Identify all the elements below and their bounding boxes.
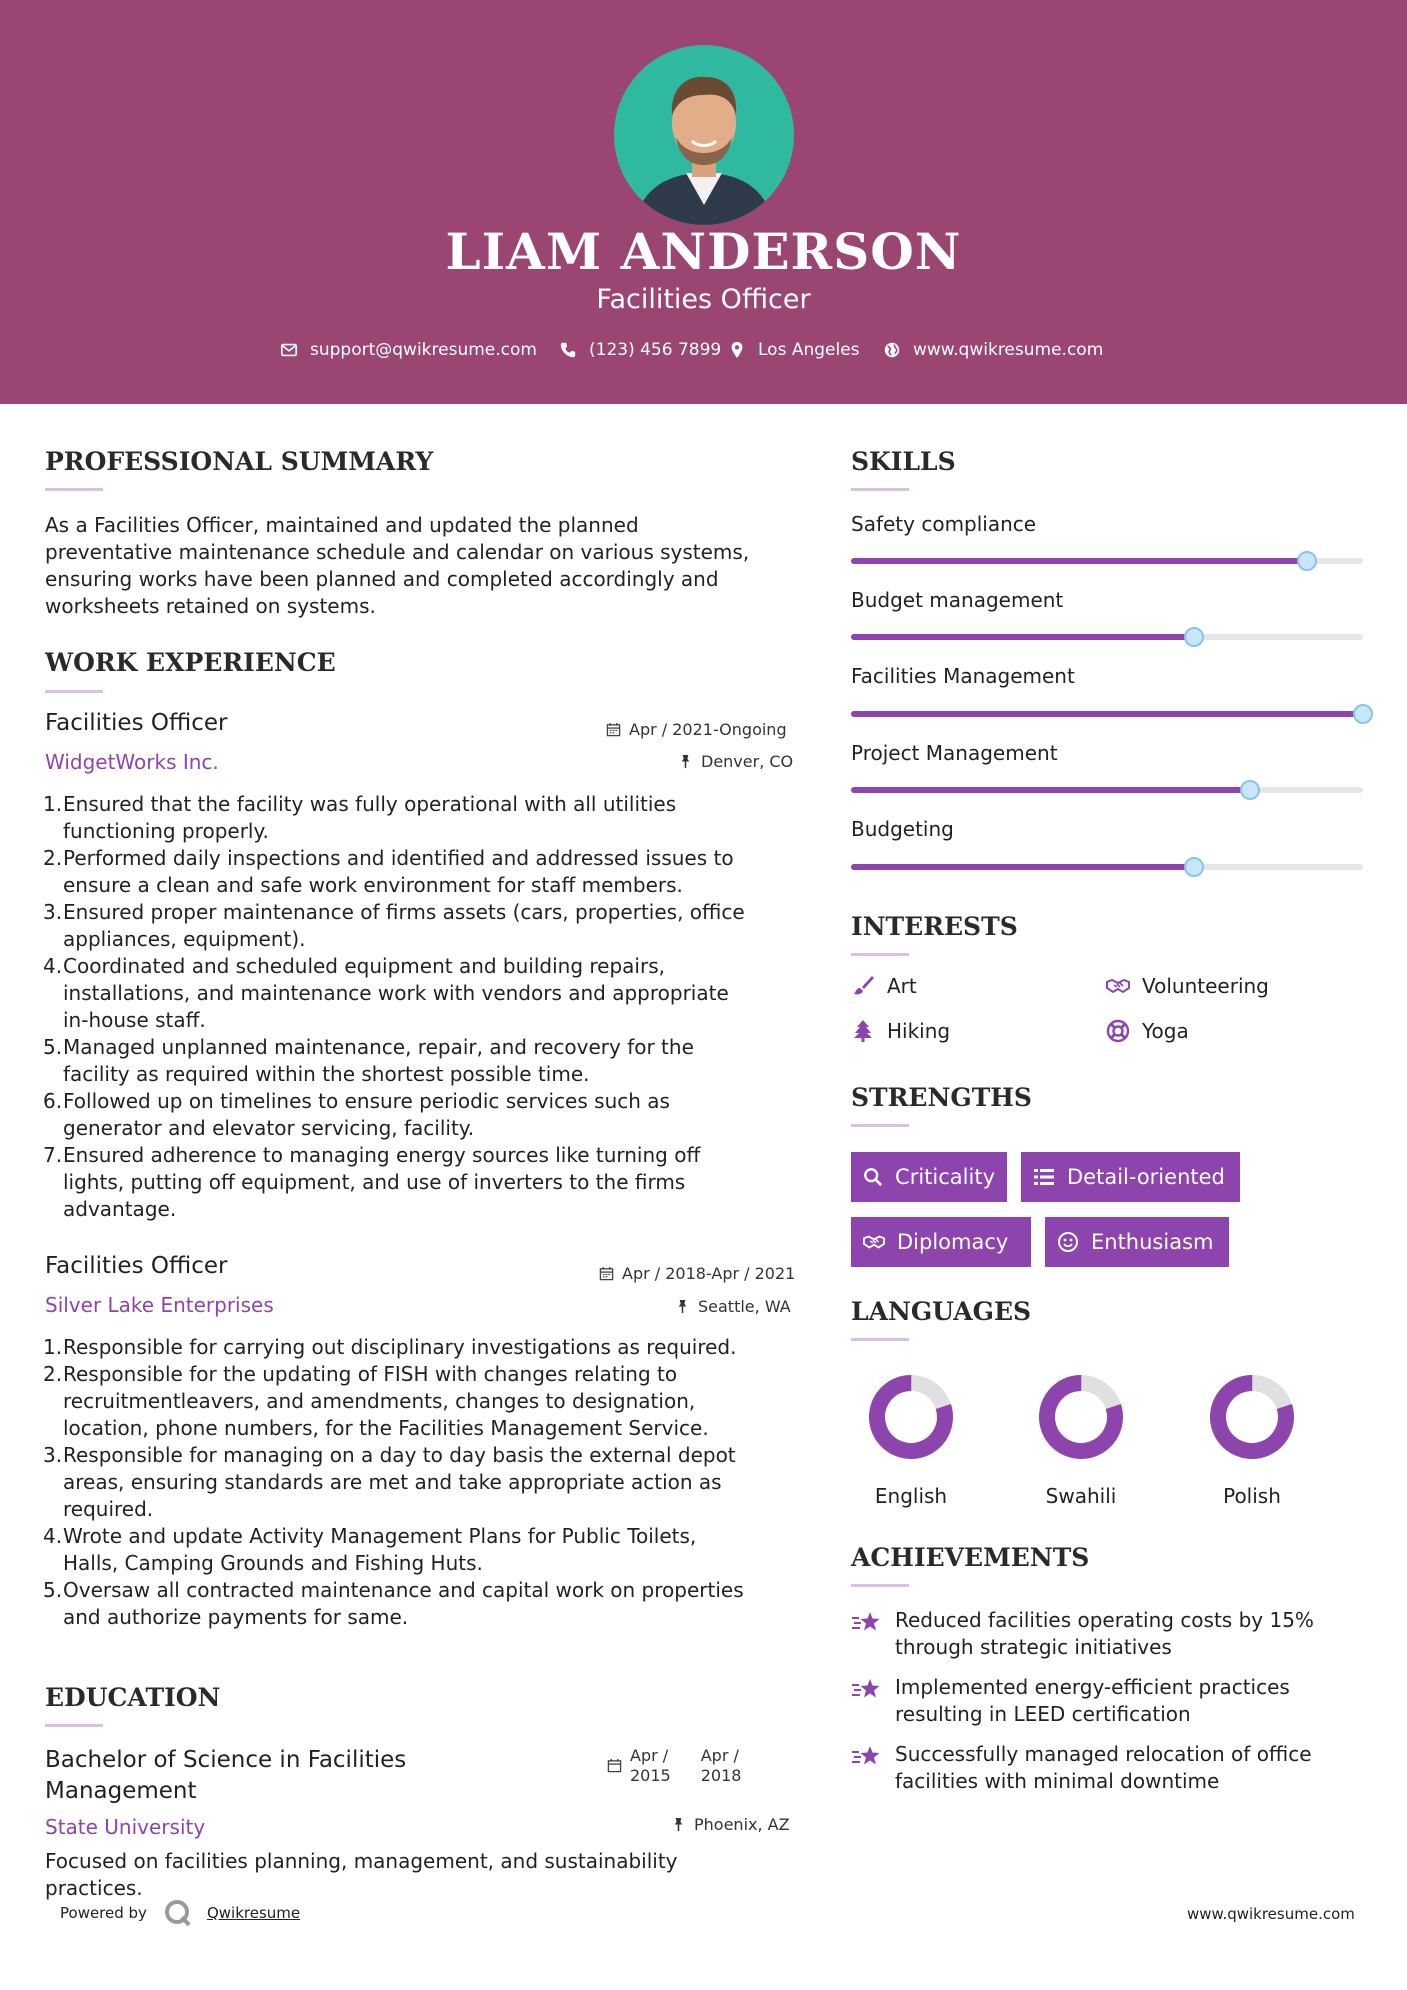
item-number: 6. <box>43 1089 63 1113</box>
experience-heading: WORK EXPERIENCE <box>45 648 336 677</box>
item-line: functioning properly. <box>63 819 269 843</box>
location-text: Los Angeles <box>758 340 860 360</box>
dates-text: Apr / 2021-Ongoing <box>629 720 787 739</box>
skills-divider <box>851 488 909 491</box>
interest-item <box>851 974 917 998</box>
resume-header <box>0 0 1407 404</box>
achievement-line: resulting in LEED certification <box>895 1702 1191 1726</box>
achievements-divider <box>851 1584 909 1587</box>
job-location <box>678 752 793 771</box>
degree-title <box>45 1745 406 1807</box>
list-icon <box>1033 1166 1055 1188</box>
item-number: 1. <box>43 1335 63 1359</box>
achievements-heading: ACHIEVEMENTS <box>851 1543 1090 1572</box>
item-line: Responsible for carrying out disciplinary investigations as required. <box>63 1335 737 1359</box>
summary-divider <box>45 488 103 491</box>
skill-bar-knob <box>1184 857 1204 877</box>
job-location <box>675 1297 791 1316</box>
strength-badge <box>851 1217 1031 1267</box>
lifering-icon <box>1106 1019 1130 1043</box>
item-number: 2. <box>43 1362 63 1386</box>
item-line: areas, ensuring standards are met and take appropriate action as <box>63 1470 722 1494</box>
education-dates <box>607 1746 741 1786</box>
skill-bar <box>851 787 1363 793</box>
search-icon <box>863 1166 883 1188</box>
pushpin-icon <box>675 1299 690 1314</box>
list-item <box>45 791 805 845</box>
calendar-icon <box>607 1758 622 1773</box>
job-dates <box>606 720 787 739</box>
summary-line: ensuring works have been planned and completed accordingly and <box>45 567 719 591</box>
company-name: Silver Lake Enterprises <box>45 1293 274 1317</box>
list-item <box>45 1361 805 1442</box>
interest-item <box>851 1019 950 1043</box>
list-item <box>45 1577 805 1631</box>
strength-label: Diplomacy <box>897 1230 1009 1254</box>
date-line: 2015 <box>630 1766 671 1785</box>
achievement-text <box>895 1674 1290 1728</box>
interests-divider <box>851 953 909 956</box>
language-item <box>1187 1372 1317 1508</box>
powered-by-text: Powered by <box>60 1904 147 1922</box>
skill-bar <box>851 711 1363 717</box>
calendar-icon <box>599 1266 614 1281</box>
language-ring-fill <box>1038 1374 1124 1460</box>
school-name: State University <box>45 1815 206 1839</box>
skill-label: Budgeting <box>851 817 954 841</box>
date-line: Apr / <box>700 1746 739 1765</box>
education-divider <box>45 1724 103 1727</box>
item-number: 5. <box>43 1578 63 1602</box>
skill-bar-knob <box>1297 551 1317 571</box>
strength-label: Criticality <box>895 1165 995 1189</box>
summary-heading: PROFESSIONAL SUMMARY <box>45 447 434 476</box>
skill-bar-fill <box>851 787 1250 793</box>
strength-label: Detail-oriented <box>1067 1165 1225 1189</box>
language-label: English <box>874 1484 948 1508</box>
item-line: Performed daily inspections and identified and addressed issues to <box>63 846 734 870</box>
item-line: ensure a clean and safe work environment for staff members. <box>63 873 683 897</box>
strength-badge <box>1045 1217 1229 1267</box>
language-label: Swahili <box>1045 1484 1117 1508</box>
list-item <box>45 899 805 953</box>
item-line: Halls, Camping Grounds and Fishing Huts. <box>63 1551 483 1575</box>
pushpin-icon <box>671 1817 686 1832</box>
list-item <box>45 1334 805 1361</box>
job-title: Facilities Officer <box>45 710 228 736</box>
achievement-line: Successfully managed relocation of office <box>895 1742 1312 1766</box>
skill-bar-knob <box>1240 780 1260 800</box>
end-date <box>701 1746 742 1786</box>
company-name: WidgetWorks Inc. <box>45 750 219 774</box>
item-line: and authorize payments for same. <box>63 1605 409 1629</box>
achievement-line: through strategic initiatives <box>895 1635 1172 1659</box>
list-item <box>45 953 805 1034</box>
summary-text <box>45 512 805 620</box>
item-line: Ensured proper maintenance of firms assets (cars, properties, office <box>63 900 745 924</box>
languages-divider <box>851 1338 909 1341</box>
interest-label: Yoga <box>1142 1019 1189 1043</box>
language-ring <box>1036 1372 1126 1462</box>
item-line: generator and elevator servicing, facility. <box>63 1116 475 1140</box>
person-icon <box>614 45 794 225</box>
footer-website[interactable]: www.qwikresume.com <box>1187 1905 1355 1923</box>
interests-heading: INTERESTS <box>851 912 1018 941</box>
skill-bar-knob <box>1353 704 1373 724</box>
interest-label: Volunteering <box>1142 974 1269 998</box>
item-line: advantage. <box>63 1197 177 1221</box>
list-item <box>45 1034 805 1088</box>
skill-bar-fill <box>851 711 1363 717</box>
item-number: 5. <box>43 1035 63 1059</box>
item-line: lights, putting off equipment, and use of inverters to the firms <box>63 1170 686 1194</box>
email-text: support@qwikresume.com <box>310 340 537 360</box>
list-item <box>45 1142 805 1223</box>
list-item <box>45 1523 805 1577</box>
interest-item <box>1106 1019 1189 1043</box>
item-number: 3. <box>43 1443 63 1467</box>
achievement-line: Reduced facilities operating costs by 15% <box>895 1608 1314 1632</box>
contact-phone[interactable] <box>559 338 721 362</box>
interest-label: Hiking <box>887 1019 951 1043</box>
shooting-star-icon <box>851 1676 883 1704</box>
location-text: Phoenix, AZ <box>694 1815 790 1834</box>
languages-heading: LANGUAGES <box>851 1297 1032 1326</box>
item-line: Coordinated and scheduled equipment and building repairs, <box>63 954 665 978</box>
achievement-item <box>851 1607 1351 1661</box>
item-number: 7. <box>43 1143 63 1167</box>
item-number: 1. <box>43 792 63 816</box>
location-text: Denver, CO <box>701 752 794 771</box>
qwikresume-link[interactable]: Qwikresume <box>206 1904 301 1922</box>
item-line: in-house staff. <box>63 1008 206 1032</box>
candidate-role: Facilities Officer <box>596 284 811 315</box>
profile-photo <box>614 45 794 225</box>
tree-icon <box>851 1019 875 1043</box>
item-line: Responsible for managing on a day to day basis the external depot <box>63 1443 736 1467</box>
experience-divider <box>45 690 103 693</box>
start-date <box>630 1746 671 1786</box>
list-item <box>45 845 805 899</box>
job-dates <box>599 1264 795 1283</box>
list-item <box>45 1088 805 1142</box>
education-description <box>45 1848 805 1902</box>
contact-email[interactable] <box>280 338 537 362</box>
item-number: 4. <box>43 1524 63 1548</box>
skill-bar <box>851 864 1363 870</box>
list-item <box>45 1442 805 1523</box>
education-heading: EDUCATION <box>45 1683 221 1712</box>
skill-bar <box>851 558 1363 564</box>
contact-website[interactable] <box>883 338 1103 362</box>
item-line: Responsible for the updating of FISH with changes relating to <box>63 1362 678 1386</box>
item-line: Managed unplanned maintenance, repair, and recovery for the <box>63 1035 694 1059</box>
language-ring <box>866 1372 956 1462</box>
language-label: Polish <box>1223 1484 1281 1508</box>
degree-line: Management <box>45 1778 197 1804</box>
language-ring-fill <box>868 1374 954 1460</box>
skill-bar-fill <box>851 864 1194 870</box>
skill-label: Facilities Management <box>851 664 1075 688</box>
shooting-star-icon <box>851 1743 883 1771</box>
date-line: 2018 <box>700 1766 742 1785</box>
skill-label: Budget management <box>851 588 1064 612</box>
language-item <box>846 1372 976 1508</box>
location-text: Seattle, WA <box>698 1297 791 1316</box>
skill-label: Safety compliance <box>851 512 1037 536</box>
envelope-icon <box>280 341 298 359</box>
achievement-text <box>895 1741 1312 1795</box>
language-ring-fill <box>1209 1374 1295 1460</box>
item-line: location, phone numbers, for the Facilities Management Service. <box>63 1416 709 1440</box>
date-line: Apr / <box>630 1746 669 1765</box>
pushpin-icon <box>678 754 693 769</box>
item-line: facility as required within the shortest possible time. <box>63 1062 590 1086</box>
achievement-item <box>851 1741 1351 1795</box>
achievement-text <box>895 1607 1314 1661</box>
handshake-icon <box>863 1231 885 1253</box>
handshake-icon <box>1106 974 1130 998</box>
item-line: required. <box>63 1497 154 1521</box>
powered-by <box>60 1898 300 1928</box>
summary-line: preventative maintenance schedule and calendar on various systems, <box>45 540 750 564</box>
description-line: Focused on facilities planning, management, and sustainability <box>45 1849 678 1873</box>
skill-bar-fill <box>851 634 1194 640</box>
item-line: Ensured that the facility was fully operational with all utilities <box>63 792 677 816</box>
item-line: installations, and maintenance work with vendors and appropriate <box>63 981 729 1005</box>
phone-icon <box>559 341 577 359</box>
language-item <box>1016 1372 1146 1508</box>
skills-heading: SKILLS <box>851 447 956 476</box>
smile-icon <box>1057 1231 1079 1253</box>
item-line: Ensured adherence to managing energy sources like turning off <box>63 1143 701 1167</box>
description-line: practices. <box>45 1876 143 1900</box>
shooting-star-icon <box>851 1609 883 1637</box>
achievement-line: facilities with minimal downtime <box>895 1769 1220 1793</box>
item-line: Wrote and update Activity Management Plans for Public Toilets, <box>63 1524 697 1548</box>
calendar-icon <box>606 722 621 737</box>
item-line: recruitmentleavers, and amendments, changes to designation, <box>63 1389 696 1413</box>
strength-badge <box>851 1152 1007 1202</box>
item-line: Followed up on timelines to ensure periodic services such as <box>63 1089 670 1113</box>
skill-bar-knob <box>1184 627 1204 647</box>
interest-label: Art <box>887 974 917 998</box>
skill-label: Project Management <box>851 741 1058 765</box>
skill-bar-fill <box>851 558 1307 564</box>
education-location <box>671 1815 790 1834</box>
strengths-heading: STRENGTHS <box>851 1083 1032 1112</box>
paintbrush-icon <box>851 974 875 998</box>
globe-icon <box>883 341 901 359</box>
skill-bar <box>851 634 1363 640</box>
candidate-name: LIAM ANDERSON <box>445 222 962 281</box>
job-title: Facilities Officer <box>45 1253 228 1279</box>
strength-badge <box>1021 1152 1240 1202</box>
job-duties-list <box>45 791 805 1223</box>
item-line: Oversaw all contracted maintenance and capital work on properties <box>63 1578 744 1602</box>
achievement-line: Implemented energy-efficient practices <box>895 1675 1290 1699</box>
item-number: 4. <box>43 954 63 978</box>
degree-line: Bachelor of Science in Facilities <box>45 1747 407 1773</box>
item-number: 2. <box>43 846 63 870</box>
map-pin-icon <box>728 341 746 359</box>
phone-text: (123) 456 7899 <box>589 340 722 360</box>
strengths-divider <box>851 1124 909 1127</box>
contact-location <box>728 338 860 362</box>
summary-line: worksheets retained on systems. <box>45 594 376 618</box>
dates-text: Apr / 2018-Apr / 2021 <box>622 1264 796 1283</box>
language-ring <box>1207 1372 1297 1462</box>
achievement-item <box>851 1674 1351 1728</box>
website-text: www.qwikresume.com <box>913 340 1104 360</box>
qwikresume-logo-icon <box>163 1898 193 1928</box>
item-number: 3. <box>43 900 63 924</box>
interest-item <box>1106 974 1269 998</box>
job-duties-list <box>45 1334 805 1631</box>
strength-label: Enthusiasm <box>1091 1230 1214 1254</box>
item-line: appliances, equipment). <box>63 927 306 951</box>
summary-line: As a Facilities Officer, maintained and updated the planned <box>45 513 639 537</box>
